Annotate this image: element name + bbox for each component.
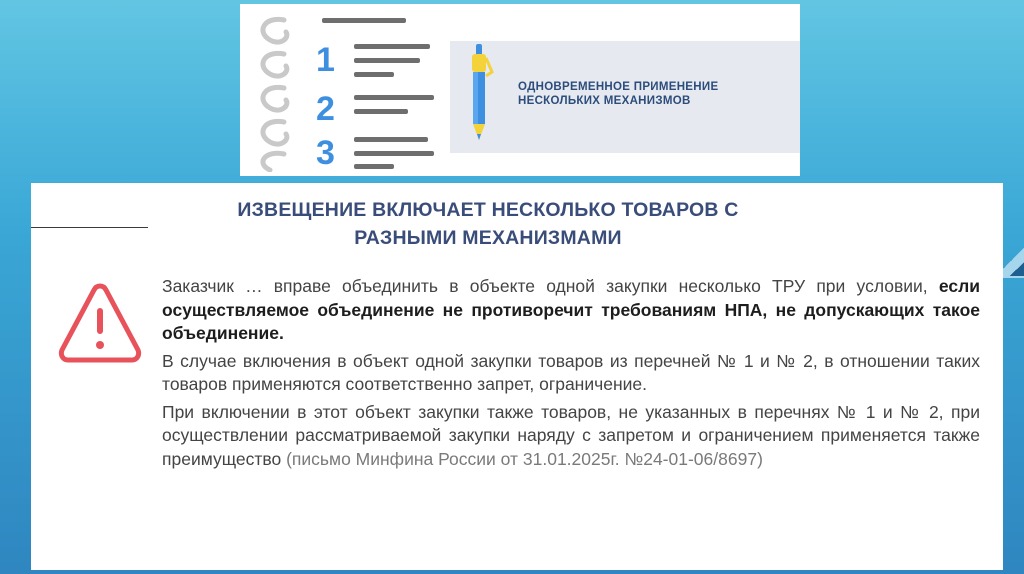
body-text xyxy=(162,275,980,475)
list-bar xyxy=(354,58,420,63)
list-bar xyxy=(354,44,430,49)
list-bar xyxy=(354,137,428,142)
banner-title-line1: ОДНОВРЕМЕННОЕ ПРИМЕНЕНИЕ xyxy=(518,81,719,93)
list-bar xyxy=(354,164,394,169)
page-title-line2: РАЗНЫМИ МЕХАНИЗМАМИ xyxy=(354,227,622,249)
corner-decoration-dark xyxy=(1010,262,1024,276)
spiral-notebook-icon xyxy=(250,12,306,172)
paragraph-1 xyxy=(162,275,980,346)
list-bar xyxy=(354,109,408,114)
page-title-line1: ИЗВЕЩЕНИЕ ВКЛЮЧАЕТ НЕСКОЛЬКО ТОВАРОВ С xyxy=(237,199,739,221)
list-bar xyxy=(354,72,394,77)
banner-title-line2: НЕСКОЛЬКИХ МЕХАНИЗМОВ xyxy=(518,95,691,107)
list-bar xyxy=(354,151,434,156)
list-number-2: 2 xyxy=(316,90,335,128)
list-number-3: 3 xyxy=(316,134,335,172)
banner-title xyxy=(518,80,788,108)
list-bar xyxy=(354,95,434,100)
paragraph-1-text: Заказчик … вправе объединить в объекте одной закупки несколько ТРУ при условии, xyxy=(162,276,939,296)
page-title xyxy=(188,196,788,252)
paragraph-1-bold: если осуществляемое объединение не противоречит требованиям НПА, не допускающих такое объединение. xyxy=(162,276,980,343)
warning-icon xyxy=(58,280,142,368)
list-number-1: 1 xyxy=(316,41,335,79)
paragraph-3 xyxy=(162,401,980,472)
paragraph-2: В случае включения в объект одной закупки товаров из перечней № 1 и № 2, в отношении таких товаров применяются соответственно запрет, ограничение. xyxy=(162,350,980,394)
pen-icon xyxy=(466,42,494,142)
paragraph-3-reference: (письмо Минфина России от 31.01.2025г. №24-01-06/8697) xyxy=(286,448,763,469)
divider xyxy=(31,227,148,228)
list-bar xyxy=(322,18,406,23)
paragraph-3-text: При включении в этот объект закупки также товаров, не указанных в перечнях № 1 и № 2, при осуществлении рассматриваемой закупки наряду с запретом и ограничением применяется также преимущество xyxy=(162,401,980,469)
